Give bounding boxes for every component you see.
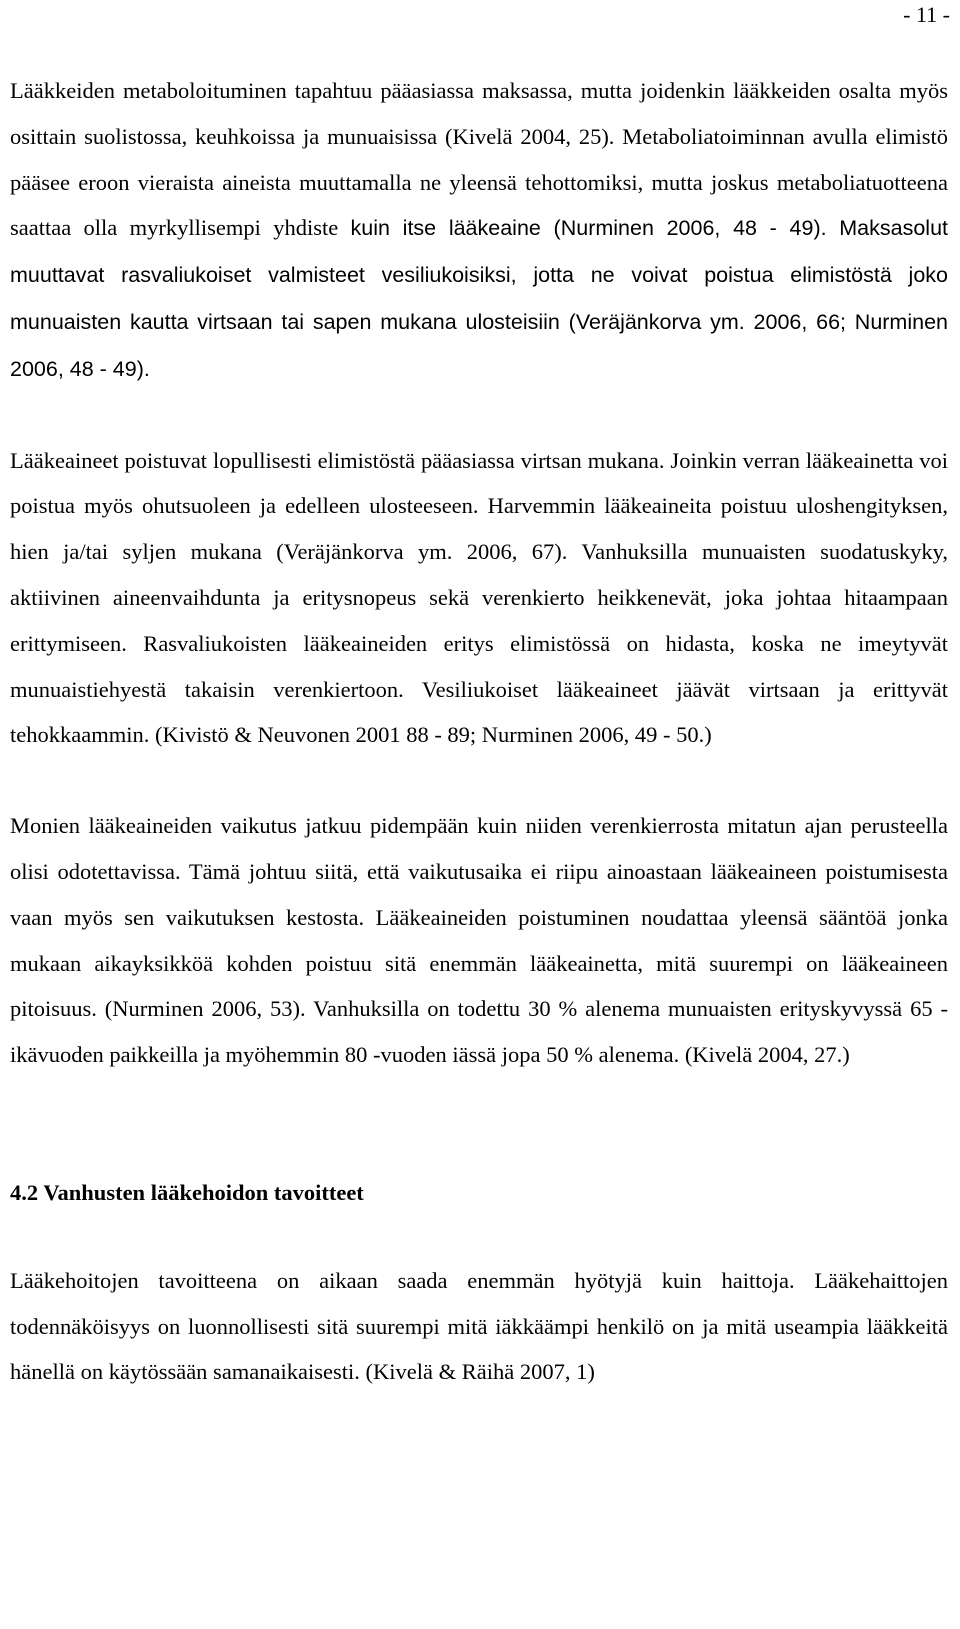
paragraph-spacer [10,393,948,438]
paragraph-spacer [10,758,948,803]
paragraph-metabolism-serif-part: Lääkkeiden metaboloituminen tapahtuu pääasiassa maksassa, mutta joidenkin lääkkeiden osalta myös osittain suolistossa, keuhkoissa ja munuaisissa (Kivelä 2004, 25). Metaboliatoiminnan avulla elimistö pääsee eroon vieraista aineista muuttamalla ne yleensä tehottomiksi, mutta joskus metaboliatuotteena saattaa olla myrkyllisempi yhdiste [10,78,948,241]
paragraph-goals: Lääkehoitojen tavoitteena on aikaan saada enemmän hyötyjä kuin haittoja. Lääkehaittojen todennäköisyys on luonnollisesti sitä suurempi mitä iäkkäämpi henkilö on ja mitä useampia lääkkeitä hänellä on käytössään samanaikaisesti. (Kivelä & Räihä 2007, 1) [10,1267,948,1385]
paragraph-metabolism-sans-part: kuin itse lääkeaine (Nurminen 2006, 48 - 49). Maksasolut muuttavat rasvaliukoiset valmisteet vesiliukoisiksi, jotta ne voivat poistua elimistöstä joko munuaisten kautta virtsaan tai sapen mukana ulosteisiin (Veräjänkorva ym. 2006, 66; Nurminen 2006, 48 - 49). [10,216,949,381]
section-spacer [10,1078,948,1170]
section-heading: 4.2 Vanhusten lääkehoidon tavoitteet [10,1179,364,1205]
document-body [10,68,948,1395]
page-number: - 11 - [903,2,950,27]
paragraph-duration: Monien lääkeaineiden vaikutus jatkuu pidempään kuin niiden verenkierrosta mitatun ajan perusteella olisi odotettavissa. Tämä johtuu siitä, että vaikutusaika ei riipu ainoastaan lääkeaineen poistumisesta vaan myös sen vaikutuksen kestosta. Lääkeaineiden poistuminen noudattaa yleensä sääntöä jonka mukaan aikayksikköä kohden poistuu sitä enemmän lääkeainetta, mitä suurempi on lääkeaineen pitoisuus. (Nurminen 2006, 53). Vanhuksilla on todettu 30 % alenema munuaisten erityskyvyssä 65 -ikävuoden paikkeilla ja myöhemmin 80 -vuoden iässä jopa 50 % alenema. (Kivelä 2004, 27.) [10,813,948,1068]
section-spacer [10,1216,948,1258]
paragraph-excretion: Lääkeaineet poistuvat lopullisesti elimistöstä pääasiassa virtsan mukana. Joinkin verran lääkeainetta voi poistua myös ohutsuoleen ja edelleen ulosteeseen. Harvemmin lääkeaineita poistuu uloshengityksen, hien ja/tai syljen mukana (Veräjänkorva ym. 2006, 67). Vanhuksilla munuaisten suodatuskyky, aktiivinen aineenvaihdunta ja eritysnopeus sekä verenkierto heikkenevät, joka johtaa hitaampaan erittymiseen. Rasvaliukoisten lääkeaineiden eritys elimistössä on hidasta, koska ne imeytyvät munuaistiehyestä takaisin verenkiertoon. Vesiliukoiset lääkeaineet jäävät virtsaan ja erittyvät tehokkaammin. (Kivistö & Neuvonen 2001 88 - 89; Nurminen 2006, 49 - 50.) [10,447,948,748]
paragraph-metabolism [10,68,948,393]
